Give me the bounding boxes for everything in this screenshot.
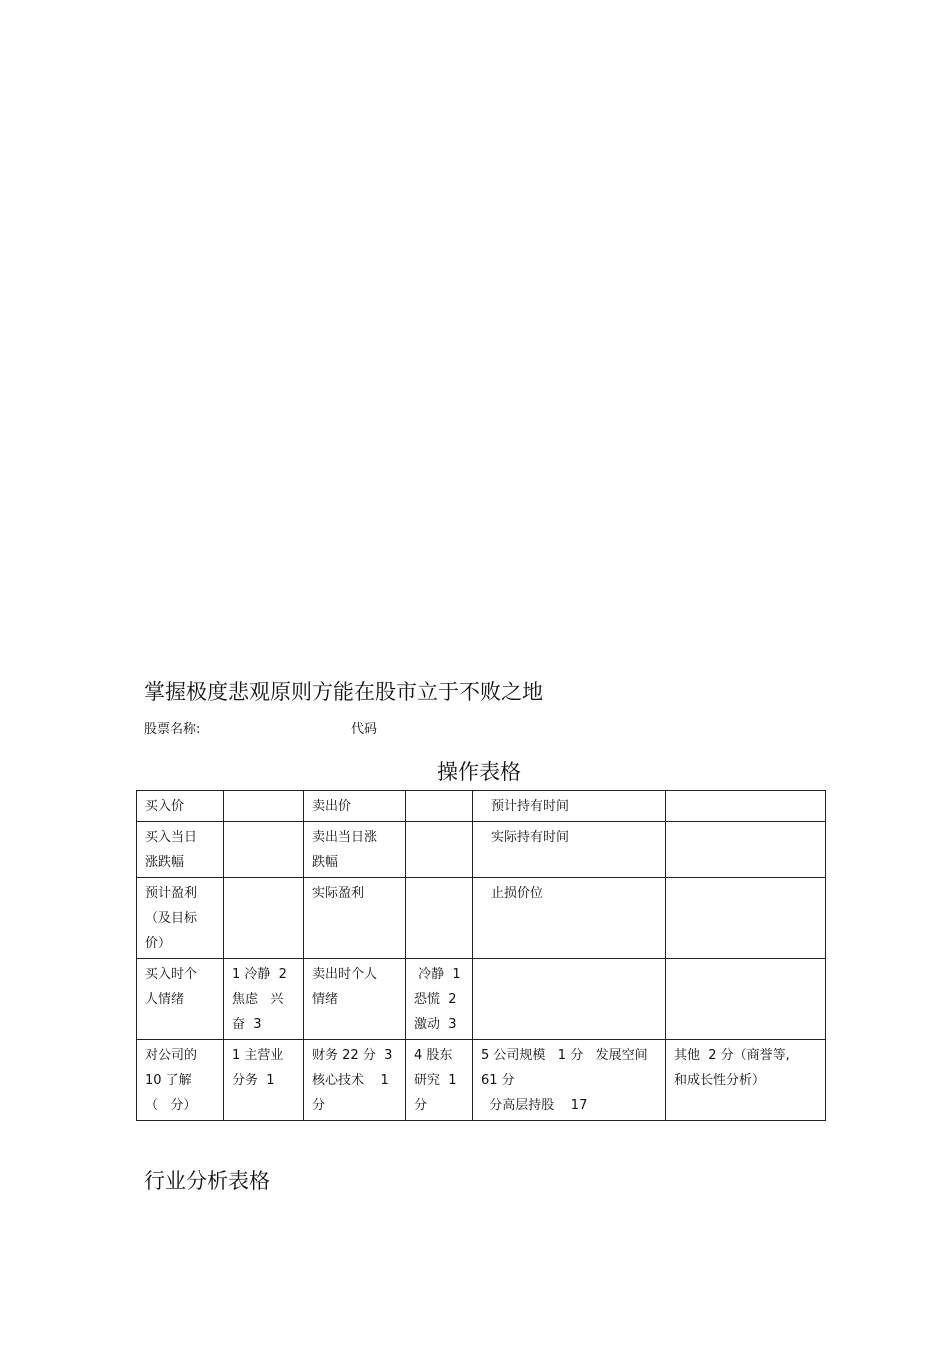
table-cell — [666, 878, 826, 959]
table-row — [137, 878, 826, 959]
table-row — [137, 791, 826, 822]
table-row — [137, 1040, 826, 1121]
industry-analysis-title: 行业分析表格 — [144, 1169, 270, 1193]
table-cell: 对公司的 10 了解 （ 分） — [137, 1040, 224, 1121]
table-cell: 预计盈利 （及目标 价） — [137, 878, 224, 959]
table-row — [137, 959, 826, 1040]
table-cell: 5 公司规模 1 分 发展空间 61 分 分高层持股 17 — [473, 1040, 666, 1121]
table-cell — [406, 878, 473, 959]
table-cell: 买入当日 涨跌幅 — [137, 822, 224, 878]
table-cell: 止损价位 — [473, 878, 666, 959]
table-cell — [666, 959, 826, 1040]
table-cell: 卖出价 — [304, 791, 406, 822]
table-cell: 实际盈利 — [304, 878, 406, 959]
table-cell: 买入价 — [137, 791, 224, 822]
table-cell: 冷静 1 恐慌 2 激动 3 — [406, 959, 473, 1040]
table-cell — [666, 791, 826, 822]
table-cell: 其他 2 分（商誉等, 和成长性分析） — [666, 1040, 826, 1121]
table-cell — [666, 822, 826, 878]
table-cell: 卖出当日涨 跌幅 — [304, 822, 406, 878]
table-cell: 1 主营业 分务 1 — [224, 1040, 304, 1121]
table-cell — [224, 878, 304, 959]
operation-table-title: 操作表格 — [437, 760, 521, 784]
table-cell — [224, 822, 304, 878]
table-cell: 买入时个 人情绪 — [137, 959, 224, 1040]
stock-name-label: 股票名称: — [144, 722, 201, 737]
table-cell: 4 股东 研究 1 分 — [406, 1040, 473, 1121]
table-cell: 1 冷静 2 焦虑 兴 奋 3 — [224, 959, 304, 1040]
operation-table — [136, 790, 826, 1121]
table-cell — [473, 959, 666, 1040]
table-cell: 实际持有时间 — [473, 822, 666, 878]
document-title: 掌握极度悲观原则方能在股市立于不败之地 — [144, 680, 543, 704]
stock-code-label: 代码 — [351, 722, 378, 737]
table-cell — [406, 822, 473, 878]
table-cell: 财务 22 分 3 核心技术 1 分 — [304, 1040, 406, 1121]
table-cell — [224, 791, 304, 822]
table-cell — [406, 791, 473, 822]
table-row — [137, 822, 826, 878]
table-cell: 预计持有时间 — [473, 791, 666, 822]
table-cell: 卖出时个人 情绪 — [304, 959, 406, 1040]
